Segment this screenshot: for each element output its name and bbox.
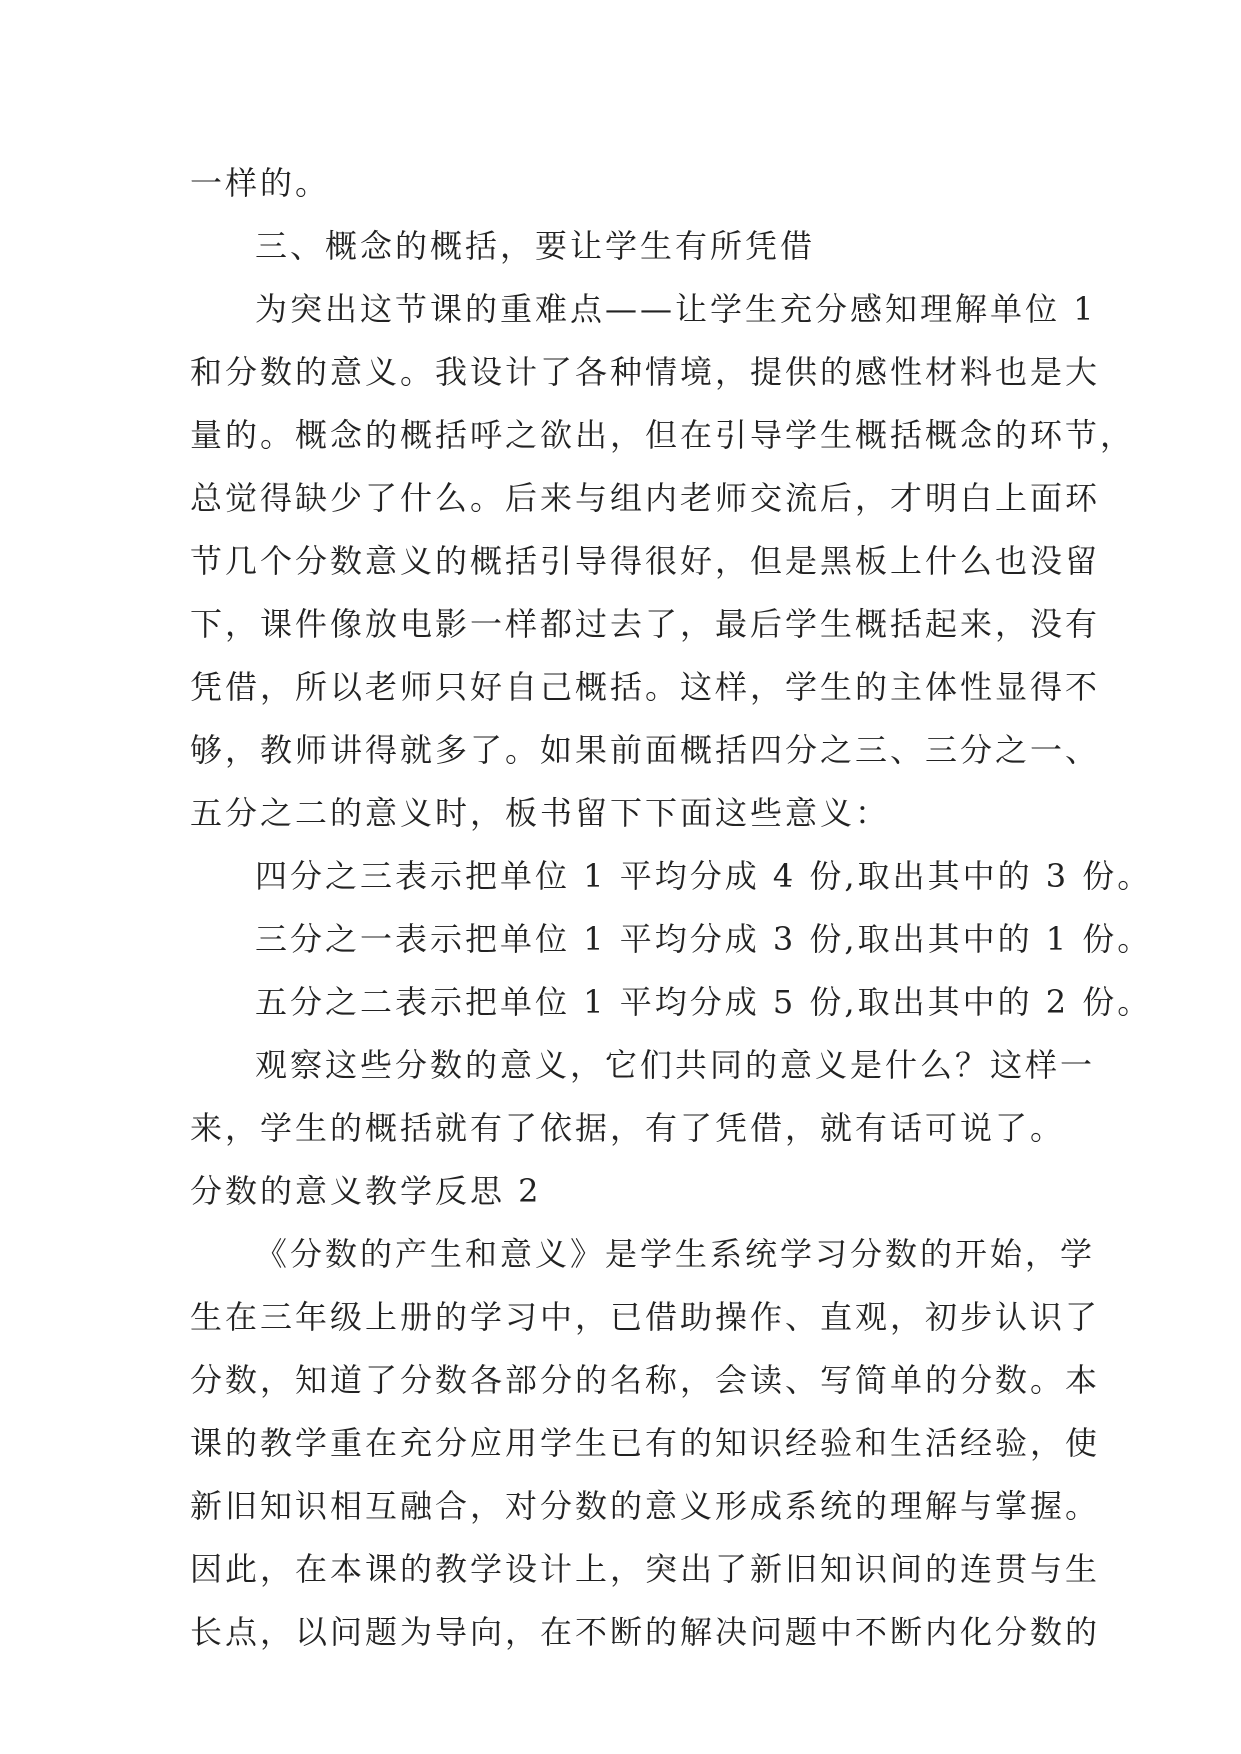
paragraph-line: 因此，在本课的教学设计上，突出了新旧知识间的连贯与生 [190, 1550, 1101, 1588]
paragraph-line: 生在三年级上册的学习中，已借助操作、直观，初步认识了 [190, 1298, 1101, 1336]
paragraph-line: 和分数的意义。我设计了各种情境，提供的感性材料也是大 [190, 353, 1101, 391]
paragraph-line: 为突出这节课的重难点——让学生充分感知理解单位 1 [255, 290, 1097, 328]
paragraph-line: 三分之一表示把单位 1 平均分成 3 份,取出其中的 1 份。 [255, 920, 1153, 958]
paragraph-line: 课的教学重在充分应用学生已有的知识经验和生活经验，使 [190, 1424, 1101, 1462]
paragraph-line: 新旧知识相互融合，对分数的意义形成系统的理解与掌握。 [190, 1487, 1101, 1525]
paragraph-line: 五分之二表示把单位 1 平均分成 5 份,取出其中的 2 份。 [255, 983, 1153, 1021]
section-title: 分数的意义教学反思 2 [190, 1172, 542, 1210]
paragraph-line: 分数，知道了分数各部分的名称，会读、写简单的分数。本 [190, 1361, 1101, 1399]
paragraph-line: 五分之二的意义时，板书留下下面这些意义： [190, 794, 891, 832]
paragraph-line: 一样的。 [190, 164, 331, 202]
paragraph-line: 够，教师讲得就多了。如果前面概括四分之三、三分之一、 [190, 731, 1101, 769]
paragraph-line: 总觉得缺少了什么。后来与组内老师交流后，才明白上面环 [190, 479, 1101, 517]
paragraph-line: 凭借，所以老师只好自己概括。这样，学生的主体性显得不 [190, 668, 1101, 706]
paragraph-line: 节几个分数意义的概括引导得很好，但是黑板上什么也没留 [190, 542, 1101, 580]
paragraph-line: 量的。概念的概括呼之欲出，但在引导学生概括概念的环节， [190, 416, 1136, 454]
paragraph-line: 来，学生的概括就有了依据，有了凭借，就有话可说了。 [190, 1109, 1066, 1147]
section-heading: 三、概念的概括，要让学生有所凭借 [255, 227, 816, 265]
paragraph-line: 观察这些分数的意义，它们共同的意义是什么？这样一 [255, 1046, 1096, 1084]
paragraph-line: 下，课件像放电影一样都过去了，最后学生概括起来，没有 [190, 605, 1101, 643]
paragraph-line: 长点，以问题为导向，在不断的解决问题中不断内化分数的 [190, 1613, 1101, 1651]
paragraph-line: 《分数的产生和意义》是学生系统学习分数的开始，学 [255, 1235, 1096, 1273]
paragraph-line: 四分之三表示把单位 1 平均分成 4 份,取出其中的 3 份。 [255, 857, 1153, 895]
